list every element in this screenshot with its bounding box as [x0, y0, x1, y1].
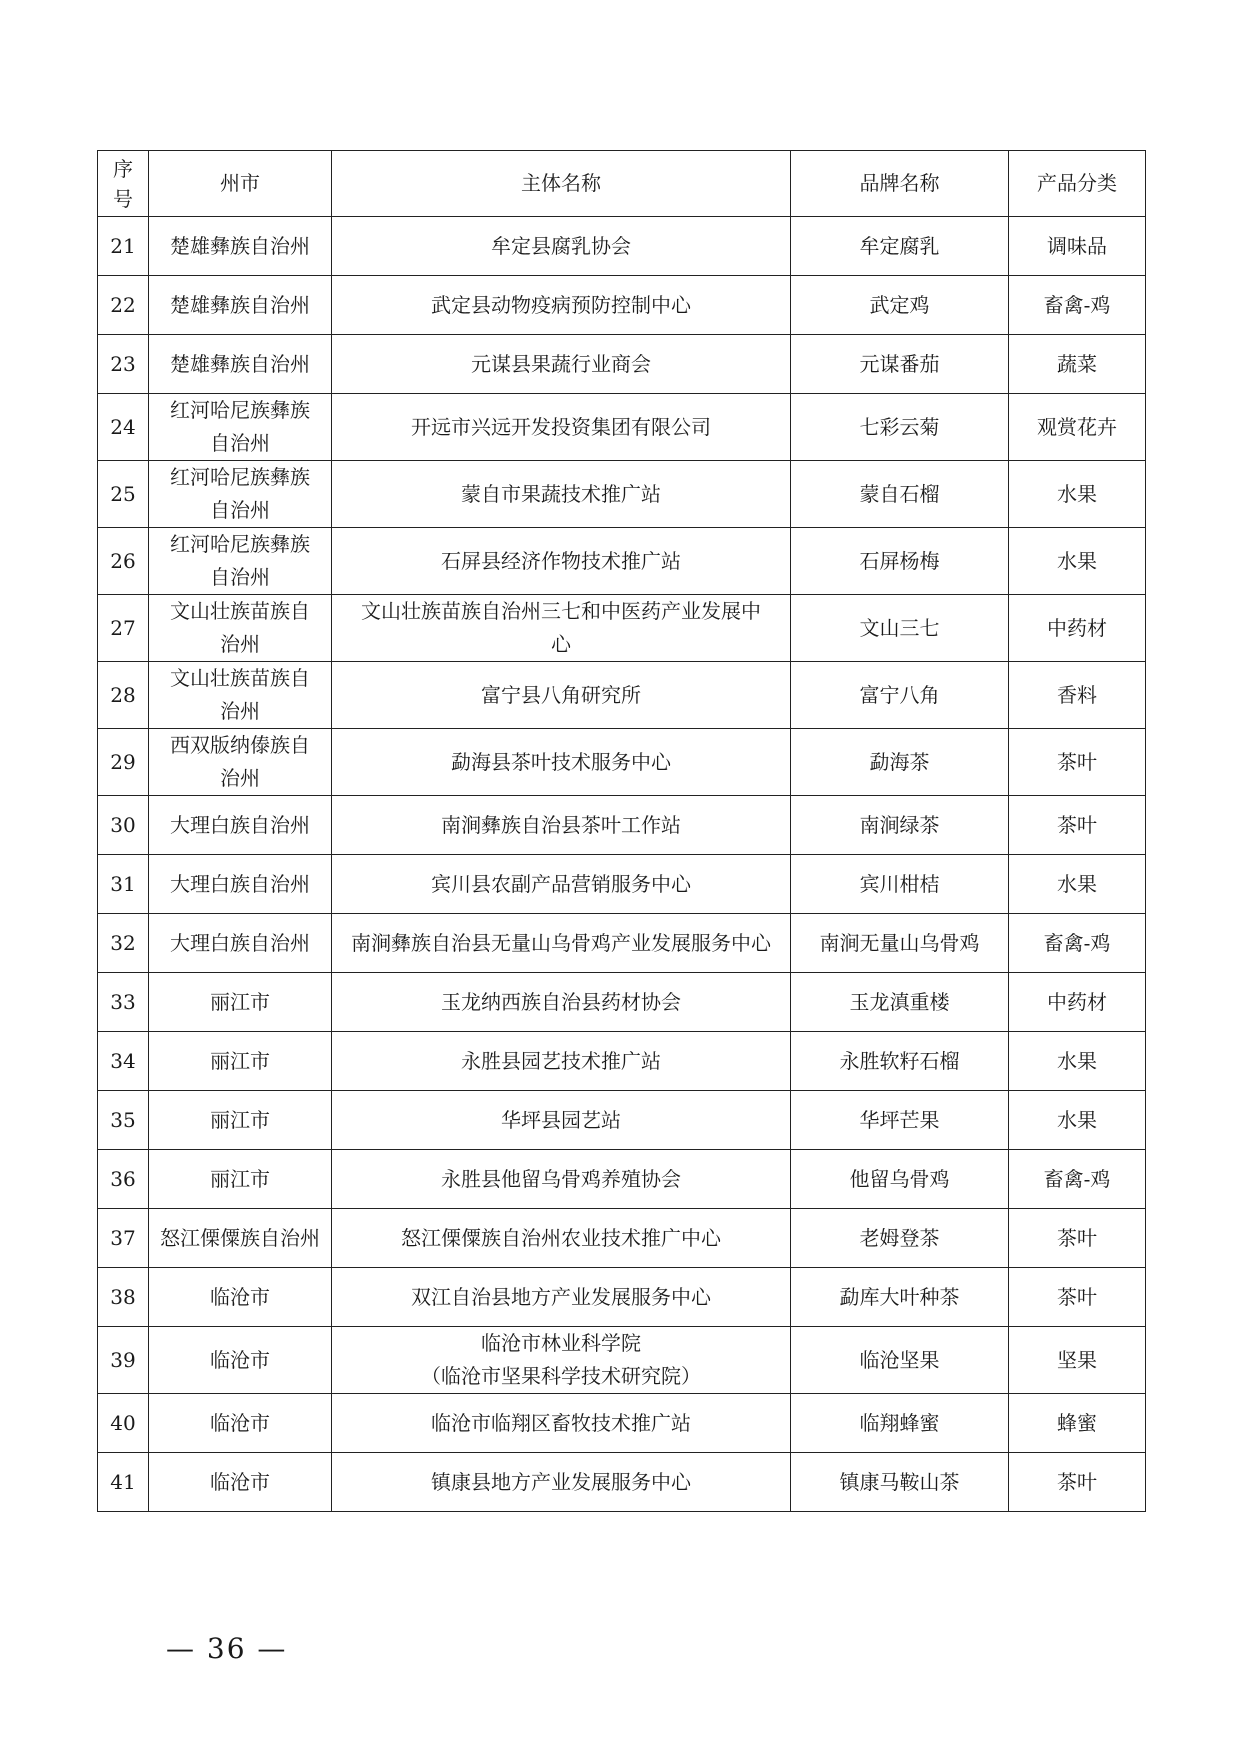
row-number-cell: 35 [98, 1091, 149, 1150]
entity-cell: 镇康县地方产业发展服务中心 [332, 1453, 791, 1512]
table-row [98, 914, 1146, 973]
region-cell: 临沧市 [149, 1453, 332, 1512]
row-number-cell: 24 [98, 394, 149, 461]
table-row [98, 276, 1146, 335]
brand-cell: 临沧坚果 [791, 1327, 1009, 1394]
row-number-cell: 33 [98, 973, 149, 1032]
brand-cell: 七彩云菊 [791, 394, 1009, 461]
entity-cell: 宾川县农副产品营销服务中心 [332, 855, 791, 914]
brand-cell: 老姆登茶 [791, 1209, 1009, 1268]
brand-cell: 宾川柑桔 [791, 855, 1009, 914]
entity-cell: 双江自治县地方产业发展服务中心 [332, 1268, 791, 1327]
table-row [98, 1091, 1146, 1150]
region-cell: 临沧市 [149, 1394, 332, 1453]
category-cell: 蜂蜜 [1009, 1394, 1146, 1453]
table-row [98, 595, 1146, 662]
brand-cell: 玉龙滇重楼 [791, 973, 1009, 1032]
table-row [98, 729, 1146, 796]
brand-catalog-table [97, 150, 1146, 1512]
row-number-cell: 40 [98, 1394, 149, 1453]
row-number-cell: 25 [98, 461, 149, 528]
table-row [98, 528, 1146, 595]
brand-cell: 华坪芒果 [791, 1091, 1009, 1150]
entity-cell: 南涧彝族自治县茶叶工作站 [332, 796, 791, 855]
brand-cell: 石屏杨梅 [791, 528, 1009, 595]
row-number-cell: 30 [98, 796, 149, 855]
region-cell: 丽江市 [149, 1032, 332, 1091]
brand-cell: 勐海茶 [791, 729, 1009, 796]
table-row [98, 1032, 1146, 1091]
table-row [98, 1150, 1146, 1209]
brand-cell: 富宁八角 [791, 662, 1009, 729]
header-no: 序 号 [98, 151, 149, 217]
entity-cell: 临沧市临翔区畜牧技术推广站 [332, 1394, 791, 1453]
category-cell: 香料 [1009, 662, 1146, 729]
region-cell: 楚雄彝族自治州 [149, 335, 332, 394]
category-cell: 水果 [1009, 855, 1146, 914]
region-cell: 临沧市 [149, 1327, 332, 1394]
table-row [98, 1268, 1146, 1327]
brand-cell: 他留乌骨鸡 [791, 1150, 1009, 1209]
table-header-row [98, 151, 1146, 217]
region-cell: 丽江市 [149, 1150, 332, 1209]
table-row [98, 855, 1146, 914]
row-number-cell: 34 [98, 1032, 149, 1091]
category-cell: 水果 [1009, 1091, 1146, 1150]
row-number-cell: 31 [98, 855, 149, 914]
region-cell: 文山壮族苗族自 治州 [149, 662, 332, 729]
brand-cell: 牟定腐乳 [791, 217, 1009, 276]
entity-cell: 文山壮族苗族自治州三七和中医药产业发展中 心 [332, 595, 791, 662]
category-cell: 畜禽-鸡 [1009, 276, 1146, 335]
entity-cell: 勐海县茶叶技术服务中心 [332, 729, 791, 796]
table-row [98, 217, 1146, 276]
entity-cell: 牟定县腐乳协会 [332, 217, 791, 276]
row-number-cell: 23 [98, 335, 149, 394]
table-row [98, 662, 1146, 729]
region-cell: 丽江市 [149, 973, 332, 1032]
brand-cell: 蒙自石榴 [791, 461, 1009, 528]
entity-cell: 怒江傈僳族自治州农业技术推广中心 [332, 1209, 791, 1268]
region-cell: 红河哈尼族彝族 自治州 [149, 394, 332, 461]
region-cell: 大理白族自治州 [149, 914, 332, 973]
row-number-cell: 29 [98, 729, 149, 796]
brand-cell: 武定鸡 [791, 276, 1009, 335]
page-number: — 36 — [166, 1632, 288, 1665]
table-row [98, 394, 1146, 461]
region-cell: 西双版纳傣族自 治州 [149, 729, 332, 796]
row-number-cell: 37 [98, 1209, 149, 1268]
entity-cell: 临沧市林业科学院 （临沧市坚果科学技术研究院） [332, 1327, 791, 1394]
category-cell: 调味品 [1009, 217, 1146, 276]
entity-cell: 永胜县园艺技术推广站 [332, 1032, 791, 1091]
region-cell: 文山壮族苗族自 治州 [149, 595, 332, 662]
entity-cell: 南涧彝族自治县无量山乌骨鸡产业发展服务中心 [332, 914, 791, 973]
row-number-cell: 38 [98, 1268, 149, 1327]
brand-cell: 文山三七 [791, 595, 1009, 662]
category-cell: 畜禽-鸡 [1009, 914, 1146, 973]
region-cell: 楚雄彝族自治州 [149, 217, 332, 276]
table-row [98, 461, 1146, 528]
row-number-cell: 27 [98, 595, 149, 662]
row-number-cell: 26 [98, 528, 149, 595]
brand-cell: 勐库大叶种茶 [791, 1268, 1009, 1327]
header-brand: 品牌名称 [791, 151, 1009, 217]
entity-cell: 开远市兴远开发投资集团有限公司 [332, 394, 791, 461]
header-region: 州市 [149, 151, 332, 217]
region-cell: 临沧市 [149, 1268, 332, 1327]
table-row [98, 1394, 1146, 1453]
table-row [98, 1209, 1146, 1268]
brand-cell: 镇康马鞍山茶 [791, 1453, 1009, 1512]
header-category: 产品分类 [1009, 151, 1146, 217]
brand-cell: 南涧无量山乌骨鸡 [791, 914, 1009, 973]
region-cell: 大理白族自治州 [149, 855, 332, 914]
entity-cell: 华坪县园艺站 [332, 1091, 791, 1150]
entity-cell: 武定县动物疫病预防控制中心 [332, 276, 791, 335]
region-cell: 楚雄彝族自治州 [149, 276, 332, 335]
category-cell: 中药材 [1009, 595, 1146, 662]
row-number-cell: 28 [98, 662, 149, 729]
category-cell: 观赏花卉 [1009, 394, 1146, 461]
row-number-cell: 21 [98, 217, 149, 276]
entity-cell: 富宁县八角研究所 [332, 662, 791, 729]
region-cell: 大理白族自治州 [149, 796, 332, 855]
table-row [98, 1453, 1146, 1512]
entity-cell: 蒙自市果蔬技术推广站 [332, 461, 791, 528]
row-number-cell: 22 [98, 276, 149, 335]
category-cell: 水果 [1009, 461, 1146, 528]
category-cell: 茶叶 [1009, 1209, 1146, 1268]
header-entity: 主体名称 [332, 151, 791, 217]
category-cell: 茶叶 [1009, 729, 1146, 796]
row-number-cell: 32 [98, 914, 149, 973]
entity-cell: 玉龙纳西族自治县药材协会 [332, 973, 791, 1032]
row-number-cell: 41 [98, 1453, 149, 1512]
row-number-cell: 39 [98, 1327, 149, 1394]
category-cell: 水果 [1009, 1032, 1146, 1091]
region-cell: 红河哈尼族彝族 自治州 [149, 461, 332, 528]
brand-cell: 南涧绿茶 [791, 796, 1009, 855]
category-cell: 茶叶 [1009, 796, 1146, 855]
category-cell: 茶叶 [1009, 1268, 1146, 1327]
table-row [98, 1327, 1146, 1394]
region-cell: 怒江傈僳族自治州 [149, 1209, 332, 1268]
entity-cell: 元谋县果蔬行业商会 [332, 335, 791, 394]
table-row [98, 973, 1146, 1032]
entity-cell: 永胜县他留乌骨鸡养殖协会 [332, 1150, 791, 1209]
table-body [98, 217, 1146, 1512]
entity-cell: 石屏县经济作物技术推广站 [332, 528, 791, 595]
category-cell: 中药材 [1009, 973, 1146, 1032]
category-cell: 茶叶 [1009, 1453, 1146, 1512]
category-cell: 坚果 [1009, 1327, 1146, 1394]
row-number-cell: 36 [98, 1150, 149, 1209]
region-cell: 红河哈尼族彝族 自治州 [149, 528, 332, 595]
brand-cell: 临翔蜂蜜 [791, 1394, 1009, 1453]
category-cell: 水果 [1009, 528, 1146, 595]
table-row [98, 335, 1146, 394]
region-cell: 丽江市 [149, 1091, 332, 1150]
brand-cell: 永胜软籽石榴 [791, 1032, 1009, 1091]
brand-cell: 元谋番茄 [791, 335, 1009, 394]
category-cell: 畜禽-鸡 [1009, 1150, 1146, 1209]
table-row [98, 796, 1146, 855]
category-cell: 蔬菜 [1009, 335, 1146, 394]
